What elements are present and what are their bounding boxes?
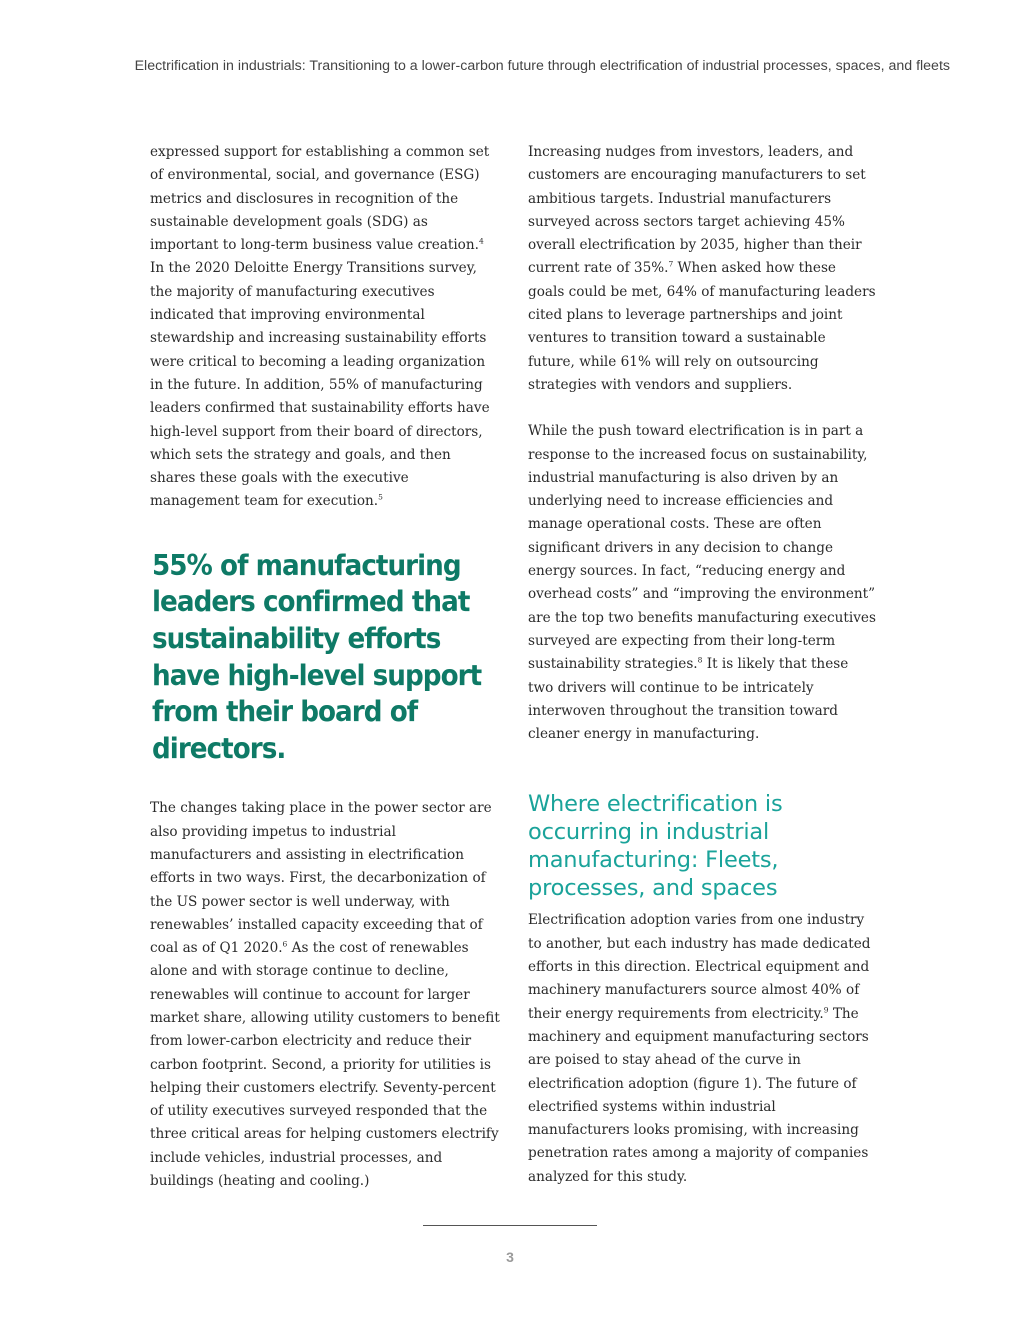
paragraph-text: In the 2020 Deloitte Energy Transitions survey, the majority of manufacturing executives indicated that improving environmental stewardship and increasing sustainability efforts were critical to becoming a leading organization in the future. In addition, 55% of manufacturing leaders confirmed that sustainability efforts have high-level support from their board of directors, which sets the strategy and goals, and then shares these goals with the executive management team for execution. [150, 260, 490, 510]
paragraph-text: Increasing nudges from investors, leaders, and customers are encouraging manufacturers to set ambitious targets. Industrial manufacturers surveyed across sectors target achieving 45% overall electrification by 2035, higher than their current rate of 35%. [528, 144, 866, 277]
body-paragraph [528, 909, 876, 1189]
paragraph-text: expressed support for establishing a common set of environmental, social, and governance (ESG) metrics and disclosures in recognition of the sustainable development goals (SDG) as important to long-term business value creation. [150, 144, 490, 254]
body-paragraph [528, 420, 876, 746]
body-paragraph [150, 141, 500, 514]
endnote-marker[interactable]: 4 [478, 236, 484, 246]
footer-divider [423, 1225, 597, 1226]
paragraph-text: Electrification adoption varies from one industry to another, but each industry has made dedicated efforts in this direction. Electrical equipment and machinery manufacturers source almost 40% of their energy requirements from electricity. [528, 912, 871, 1022]
page-number: 3 [506, 1249, 514, 1265]
endnote-marker[interactable]: 8 [697, 655, 703, 665]
paragraph-text: As the cost of renewables alone and with storage continue to decline, renewables will continue to account for larger market share, allowing utility customers to benefit from lower-carbon electricity and reduce their carbon footprint. Second, a priority for utilities is helping their customers electrify. Seventy-percent of utility executives surveyed responded that the three critical areas for helping customers electrify include vehicles, industrial processes, and buildings (heating and cooling.) [150, 940, 500, 1190]
body-paragraph [150, 797, 500, 1193]
running-header: Electrification in industrials: Transitioning to a lower-carbon future through electrification of industrial processes, spaces, and fleets [134, 58, 950, 74]
section-heading: Where electrification is occurring in industrial manufacturing: Fleets, processes, and spaces [528, 791, 783, 902]
paragraph-text: It is likely that these two drivers will continue to be intricately interwoven throughout the transition toward cleaner energy in manufacturing. [528, 656, 849, 743]
endnote-marker[interactable]: 9 [823, 1005, 829, 1015]
endnote-marker[interactable]: 7 [668, 259, 674, 269]
left-column [150, 141, 500, 1193]
right-column [528, 141, 876, 1189]
paragraph-text: The changes taking place in the power sector are also providing impetus to industrial manufacturers and assisting in electrification efforts in two ways. First, the decarbonization of the US power sector is well underway, with renewables’ installed capacity exceeding that of coal as of Q1 2020. [150, 800, 492, 957]
paragraph-text: While the push toward electrification is in part a response to the increased focus on sustainability, industrial manufacturing is also driven by an underlying need to increase efficiencies and manage operational costs. These are often significant drivers in any decision to change energy sources. In fact, “reducing energy and overhead costs” and “improving the environment” are the top two benefits manufacturing executives surveyed are expecting from their long-term sustainability strategies. [528, 423, 876, 673]
endnote-marker[interactable]: 6 [282, 939, 288, 949]
pull-quote: 55% of manufacturing leaders confirmed that sustainability efforts have high-level support from their board of directors. [152, 548, 482, 765]
paragraph-text: The machinery and equipment manufacturing sectors are poised to stay ahead of the curve in electrification adoption (figure 1). The future of electrified systems within industrial manufacturers looks promising, with increasing penetration rates among a majority of companies analyzed for this study. [528, 1005, 869, 1185]
endnote-marker[interactable]: 5 [378, 492, 383, 502]
paragraph-text: When asked how these goals could be met, 64% of manufacturing leaders cited plans to leverage partnerships and joint ventures to transition toward a sustainable future, while 61% will rely on outsourcing strategies with vendors and suppliers. [528, 260, 876, 393]
body-paragraph [528, 141, 876, 397]
